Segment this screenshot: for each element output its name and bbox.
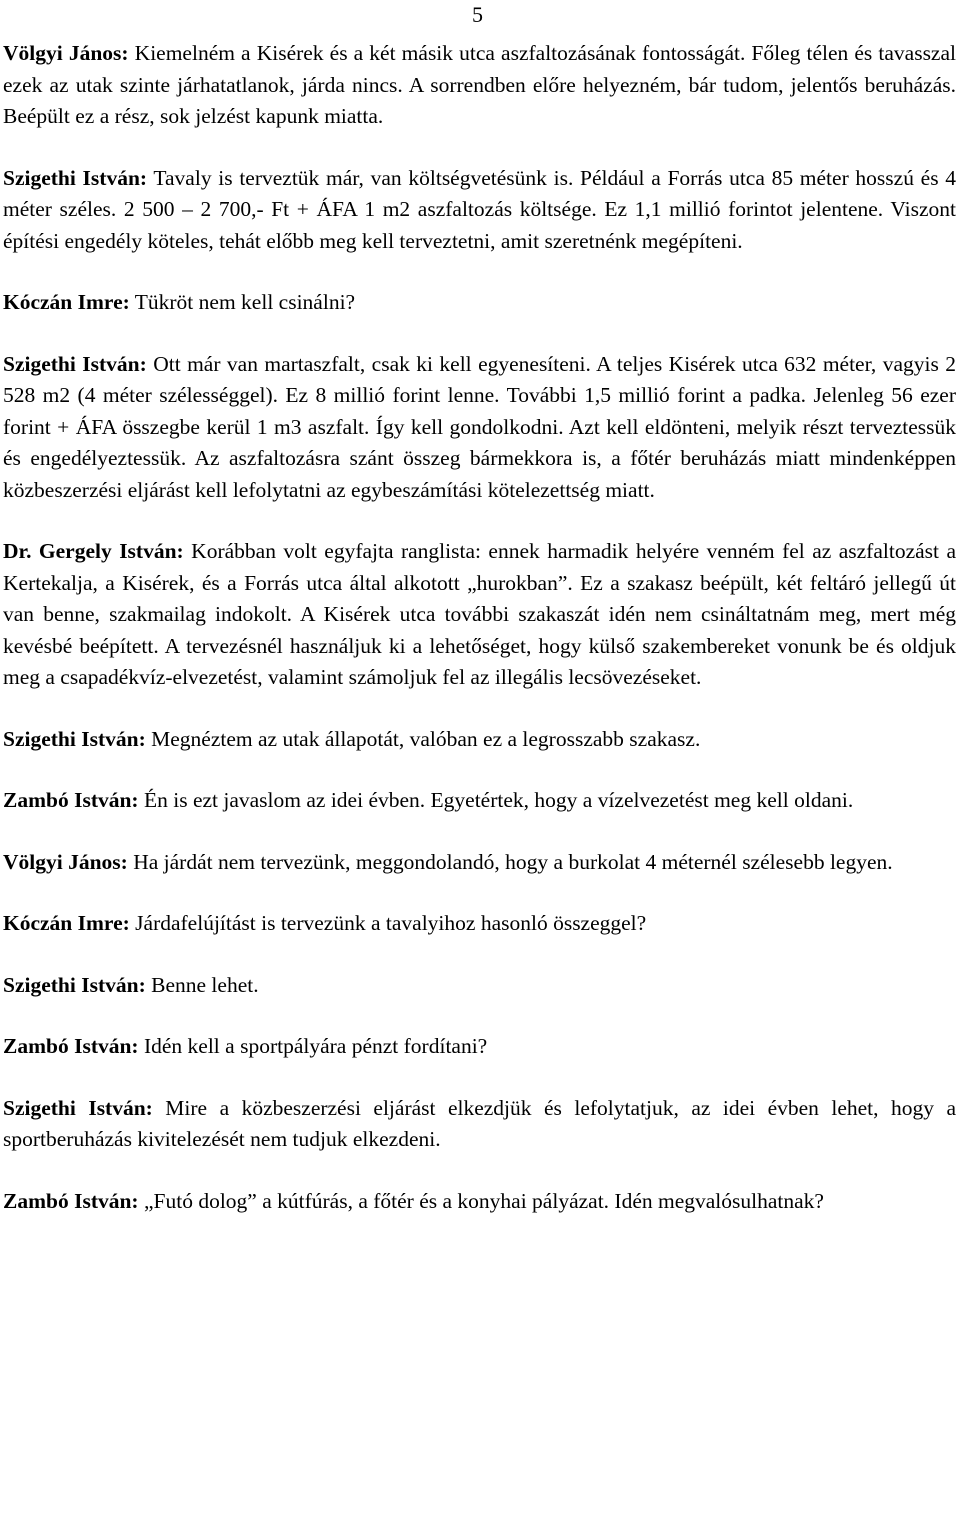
paragraph [3, 38, 956, 133]
paragraph-text: Benne lehet. [145, 972, 259, 997]
paragraph-text: Tavaly is terveztük már, van költségvetésünk is. Például a Forrás utca 85 méter hosszú és 4 méter széles. 2 500 – 2 700,- Ft + ÁFA 1 m2 aszfaltozás költsége. Ez 1,1 millió forintot jelentene. Viszont építési engedély köteles, tehát előbb meg kell terveztetni, amit szeretnénk megépíteni. [3, 165, 957, 253]
paragraph-text: Én is ezt javaslom az idei évben. Egyetértek, hogy a vízelvezetést meg kell oldani. [138, 788, 854, 812]
speaker-name: Szigethi István: [3, 726, 146, 751]
paragraph [3, 287, 956, 319]
paragraph-text: Mire a közbeszerzési eljárást elkezdjük és lefolytatjuk, az idei évben lehet, hogy a sportberuházás kivitelezését nem tudjuk elkezdeni. [3, 1095, 956, 1151]
paragraph [3, 349, 956, 507]
speaker-name: Dr. Gergely István: [3, 539, 184, 563]
speaker-name: Völgyi János: [3, 41, 129, 65]
paragraph [3, 724, 956, 756]
paragraph [3, 908, 956, 940]
paragraph-text: Ha járdát nem tervezünk, meggondolandó, hogy a burkolat 4 méternél szélesebb legyen. [127, 849, 893, 874]
paragraph [3, 536, 956, 694]
paragraph [3, 163, 956, 258]
paragraph-text: „Futó dolog” a kútfúrás, a főtér és a konyhai pályázat. Idén megvalósulhatnak? [138, 1188, 824, 1213]
paragraph [3, 1093, 956, 1156]
paragraph-text: Ott már van martaszfalt, csak ki kell egyenesíteni. A teljes Kisérek utca 632 méter, vagyis 2 528 m2 (4 méter szélességgel). Ez 8 millió forint lenne. További 1,5 millió forint a padka. Jelenleg 56 ezer forint + ÁFA összegbe kerül 1 m3 aszfalt. Így kell gondolkodni. Azt kell eldönteni, melyik részt terveztessük és engedélyeztessük. Az aszfaltozásra szánt összeg bármekkora is, a főtér beruházás miatt mindenképpen közbeszerzési eljárást kell lefolytatni az egybeszámítási kötelezettség miatt. [3, 351, 956, 502]
speaker-name: Szigethi István: [3, 351, 147, 376]
paragraph-text: Járdafelújítást is tervezünk a tavalyihoz hasonló összeggel? [129, 911, 647, 935]
minutes-body [3, 38, 956, 1247]
paragraph [3, 785, 956, 817]
paragraph-text: Idén kell a sportpályára pénzt fordítani? [138, 1034, 488, 1058]
paragraph-text: Megnéztem az utak állapotát, valóban ez a legrosszabb szakasz. [145, 726, 701, 751]
paragraph [3, 1186, 956, 1218]
page-number: 5 [472, 2, 483, 27]
paragraph-text: Tükröt nem kell csinálni? [129, 290, 356, 314]
speaker-name: Szigethi István: [3, 165, 148, 190]
speaker-name: Kóczán Imre: [3, 911, 130, 935]
paragraph-text: Kiemelném a Kisérek és a két másik utca aszfaltozásának fontosságát. Főleg télen és tavasszal ezek az utak szinte járhatatlanok, járda nincs. A sorrendben előre helyezném, bár tudom, jelentős beruházás. Beépült ez a rész, sok jelzést kapunk miatta. [3, 41, 956, 128]
speaker-name: Zambó István: [3, 788, 139, 812]
speaker-name: Szigethi István: [3, 1095, 153, 1120]
speaker-name: Szigethi István: [3, 972, 146, 997]
speaker-name: Zambó István: [3, 1034, 139, 1058]
paragraph-text: Korábban volt egyfajta ranglista: ennek harmadik helyére venném fel az aszfaltozást a Kertekalja, a Kisérek, és a Forrás utca által alkotott „hurokban”. Ez a szakasz beépült, két feltáró jellegű út van benne, szakmailag indokolt. A Kisérek utca további szakaszát idén nem csináltatnám meg, mert még kevésbé beépített. A tervezésnél használjuk ki a lehetőséget, hogy külső szakembereket vonunk be és oldjuk meg a csapadékvíz-elvezetést, valamint számoljuk fel az illegális lecsövezéseket. [3, 539, 957, 689]
speaker-name: Völgyi János: [3, 849, 128, 874]
paragraph [3, 847, 956, 879]
paragraph [3, 970, 956, 1002]
paragraph [3, 1031, 956, 1063]
speaker-name: Zambó István: [3, 1188, 139, 1213]
speaker-name: Kóczán Imre: [3, 290, 130, 314]
